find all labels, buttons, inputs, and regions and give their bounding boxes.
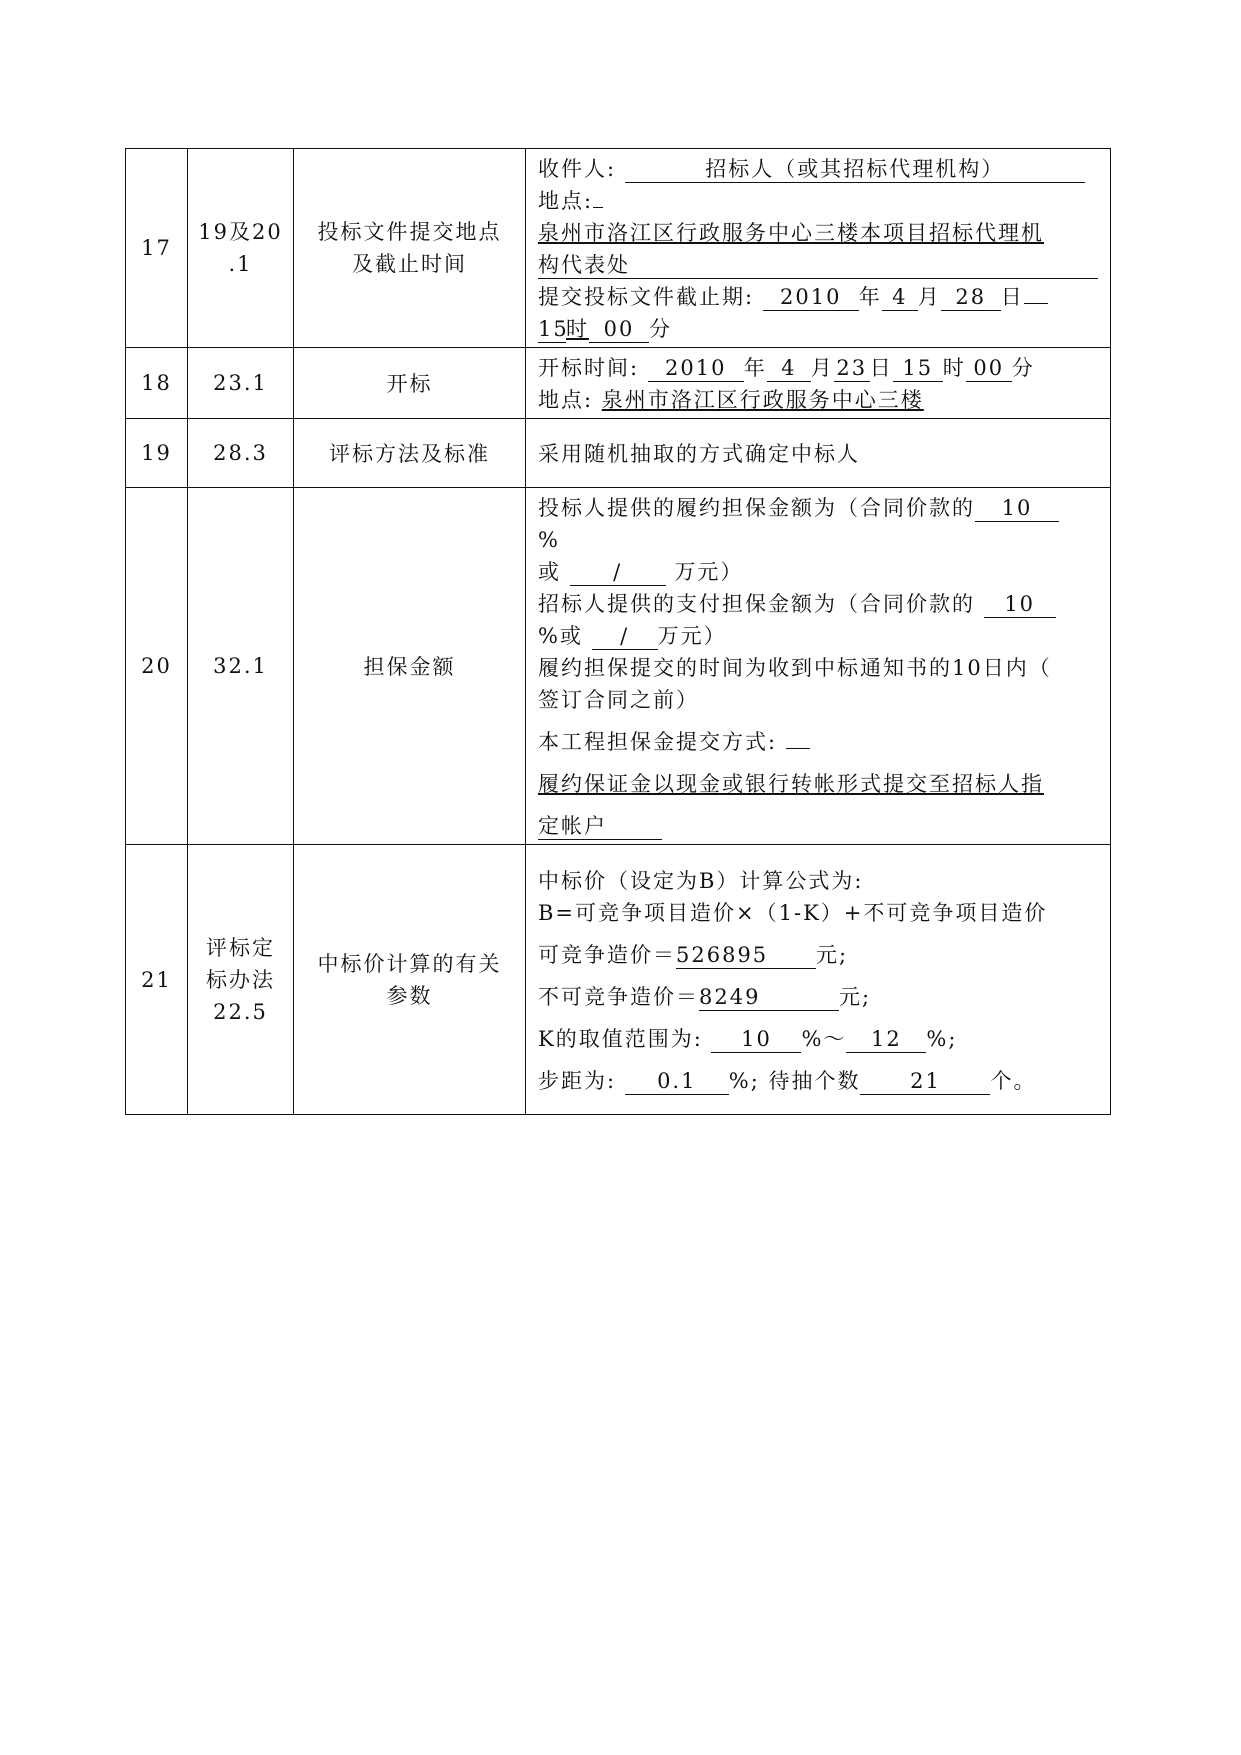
step-line: 步距为: 0.1 %; 待抽个数 21 个。 <box>538 1068 1037 1093</box>
table-row <box>126 488 1111 845</box>
item-name: 中标价计算的有关 参数 <box>294 845 526 1115</box>
item-content: 投标人提供的履约担保金额为（合同价款的 10 % 或 / 万元） 招标人提供的支付担保金额为（合同价款的 10 %或 / 万元） 履约担保提交的时间为收到中标通知书的10日内（ 签订合同之前） 本工程担保金提交方式: 履约保证金以现金或银行转帐形式提交至招标人指 定帐户 <box>526 488 1111 845</box>
noncompetitive-cost-value: 8249 <box>699 984 839 1011</box>
bidder-guarantee-pct: 10 <box>975 495 1059 522</box>
opening-place-line: 地点: 泉州市洛江区行政服务中心三楼 <box>538 388 924 412</box>
address-value: 泉州市洛江区行政服务中心三楼本项目招标代理机 <box>538 221 1044 245</box>
guarantee-method-line: 本工程担保金提交方式: <box>538 726 1100 758</box>
opening-day: 23 <box>834 355 870 382</box>
row-number: 18 <box>126 348 188 419</box>
table-row <box>126 419 1111 488</box>
table-row <box>126 845 1111 1115</box>
k-range-line: K的取值范围为: 10 %～ 12 %; <box>538 1026 958 1051</box>
recipient-value: 招标人（或其招标代理机构） <box>625 156 1085 183</box>
table-row <box>126 348 1111 419</box>
recipient-line: 收件人: 招标人（或其招标代理机构） <box>538 153 1100 185</box>
step-value: 0.1 <box>625 1068 729 1095</box>
row-number: 21 <box>126 845 188 1115</box>
opening-year: 2010 <box>648 355 744 382</box>
tenderer-guarantee-amount: / <box>592 623 658 650</box>
formula: B=可竞争项目造价×（1-K）+不可竞争项目造价 <box>538 900 1048 925</box>
item-content <box>526 348 1111 419</box>
item-content: 采用随机抽取的方式确定中标人 <box>526 419 1111 488</box>
opening-month: 4 <box>767 355 811 382</box>
deadline-day: 28 <box>941 284 1001 311</box>
tenderer-guarantee-pct: 10 <box>984 591 1056 618</box>
count-value: 21 <box>860 1068 990 1095</box>
bid-parameters-table <box>125 148 1111 1115</box>
bidder-guarantee-line: 投标人提供的履约担保金额为（合同价款的 10 <box>538 492 1100 524</box>
deadline-year: 2010 <box>763 284 859 311</box>
k-max: 12 <box>846 1026 926 1053</box>
row-number: 20 <box>126 488 188 845</box>
tenderer-guarantee-line: 招标人提供的支付担保金额为（合同价款的 10 <box>538 588 1100 620</box>
clause-number: 评标定 标办法 22.5 <box>188 845 294 1115</box>
deadline-time-line: 15时 00 分 <box>538 317 672 341</box>
guarantee-method-value: 履约保证金以现金或银行转帐形式提交至招标人指 <box>538 772 1044 796</box>
item-name: 担保金额 <box>294 488 526 845</box>
item-name: 开标 <box>294 348 526 419</box>
clause-number: 19及20 .1 <box>188 149 294 348</box>
row-number: 19 <box>126 419 188 488</box>
opening-place: 泉州市洛江区行政服务中心三楼 <box>601 388 924 412</box>
deadline-line: 提交投标文件截止期: 2010 年 4 月 28 日 <box>538 281 1100 313</box>
deadline-month: 4 <box>882 284 918 311</box>
item-content: 中标价（设定为B）计算公式为: B=可竞争项目造价×（1-K）+不可竞争项目造价 可竞争造价＝526895 元; 不可竞争造价＝8249 元; K的取值范围为: 10 %～ 12 %; 步距为: 0.1 %; 待抽个数 21 个。 <box>526 845 1111 1115</box>
opening-minute: 00 <box>966 355 1012 382</box>
address-line: 地点: <box>538 185 1100 217</box>
clause-number: 32.1 <box>188 488 294 845</box>
item-content <box>526 149 1111 348</box>
item-name: 投标文件提交地点 及截止时间 <box>294 149 526 348</box>
competitive-cost-line: 可竞争造价＝526895 元; <box>538 942 849 967</box>
row-number: 17 <box>126 149 188 348</box>
bidder-guarantee-amount: / <box>570 559 666 586</box>
clause-number: 28.3 <box>188 419 294 488</box>
item-name: 评标方法及标准 <box>294 419 526 488</box>
deadline-minute: 00 <box>589 316 649 343</box>
opening-time-line: 开标时间: 2010 年 4 月 23 日 15 时 00 分 <box>538 356 1035 380</box>
opening-hour: 15 <box>893 355 943 382</box>
k-min: 10 <box>711 1026 801 1053</box>
address-value-cont: 构代表处 <box>538 252 1098 279</box>
clause-number: 23.1 <box>188 348 294 419</box>
noncompetitive-cost-line: 不可竞争造价＝8249 元; <box>538 984 872 1009</box>
deadline-hour: 15 <box>538 317 569 341</box>
table-row <box>126 149 1111 348</box>
competitive-cost-value: 526895 <box>676 942 816 969</box>
